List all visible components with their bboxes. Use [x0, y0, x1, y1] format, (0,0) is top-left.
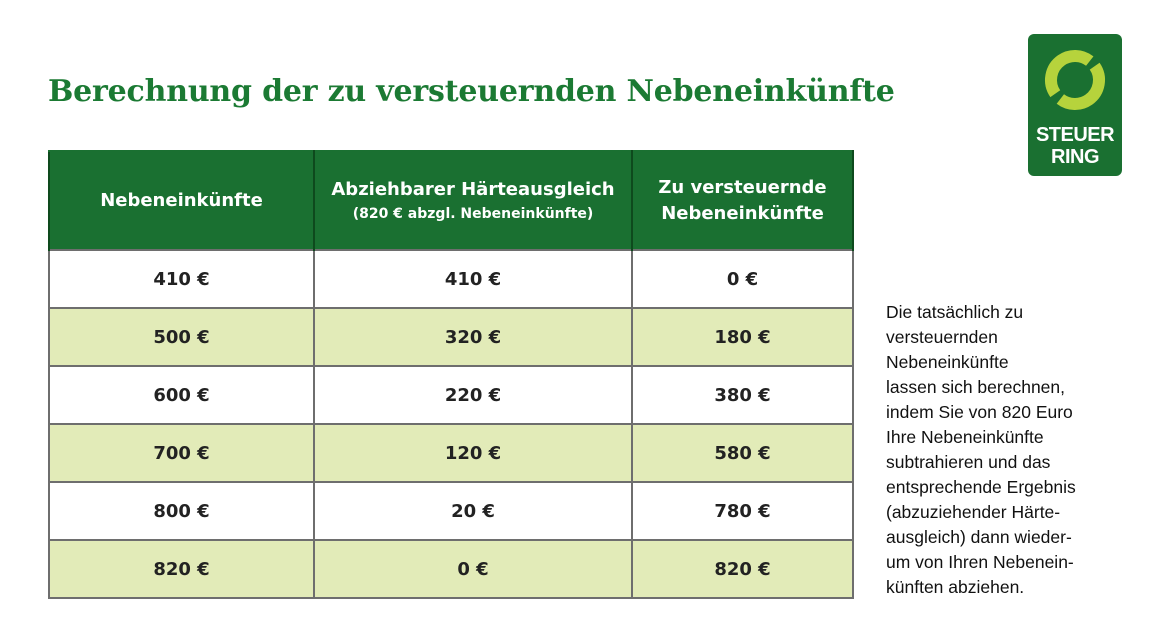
note-line: Die tatsächlich zu	[886, 302, 1024, 322]
table-row	[49, 308, 853, 366]
cell-zu-versteuernde: 820 €	[632, 540, 853, 598]
page-title: Berechnung der zu versteuernden Nebeneinkünfte	[48, 74, 895, 109]
table-header-row	[49, 151, 853, 250]
note-line: Nebeneinkünfte	[886, 352, 1009, 372]
cell-zu-versteuernde: 180 €	[632, 308, 853, 366]
logo-text-ring: RING	[1051, 146, 1099, 168]
cell-haerteausgleich: 410 €	[314, 250, 632, 308]
note-line: ausgleich) dann wieder-	[886, 527, 1072, 547]
note-line: lassen sich berechnen,	[886, 377, 1065, 397]
table-row	[49, 250, 853, 308]
note-line: subtrahieren und das	[886, 452, 1051, 472]
cell-zu-versteuernde: 580 €	[632, 424, 853, 482]
cell-haerteausgleich: 0 €	[314, 540, 632, 598]
cell-nebeneinkuenfte: 410 €	[49, 250, 314, 308]
cell-zu-versteuernde: 380 €	[632, 366, 853, 424]
note-line: versteuernden	[886, 327, 998, 347]
note-line: entsprechende Ergebnis	[886, 477, 1076, 497]
header-nebeneinkuenfte	[49, 151, 314, 250]
note-line: Ihre Nebeneinkünfte	[886, 427, 1044, 447]
cell-zu-versteuernde: 780 €	[632, 482, 853, 540]
steuerring-logo	[1028, 34, 1122, 176]
note-line: indem Sie von 820 Euro	[886, 402, 1073, 422]
header-label: Nebeneinkünfte	[661, 202, 824, 224]
note-line: (abzuziehender Härte-	[886, 502, 1061, 522]
explanation-note	[886, 300, 1136, 600]
cell-nebeneinkuenfte: 600 €	[49, 366, 314, 424]
note-line: künften abziehen.	[886, 577, 1025, 597]
table-row	[49, 366, 853, 424]
logo-text-steuer: STEUER	[1035, 124, 1115, 146]
cell-haerteausgleich: 20 €	[314, 482, 632, 540]
header-label: Nebeneinkünfte	[100, 189, 263, 211]
cell-nebeneinkuenfte: 800 €	[49, 482, 314, 540]
cell-nebeneinkuenfte: 700 €	[49, 424, 314, 482]
header-label: Abziehbarer Härteausgleich	[331, 178, 615, 200]
ring-icon	[1041, 46, 1109, 114]
table-row	[49, 482, 853, 540]
header-label: Zu versteuernde	[658, 176, 827, 198]
cell-haerteausgleich: 120 €	[314, 424, 632, 482]
cell-nebeneinkuenfte: 820 €	[49, 540, 314, 598]
calculation-table	[48, 150, 854, 599]
header-sublabel: (820 € abzgl. Nebeneinkünfte)	[352, 205, 594, 222]
cell-zu-versteuernde: 0 €	[632, 250, 853, 308]
header-haerteausgleich	[314, 151, 632, 250]
cell-nebeneinkuenfte: 500 €	[49, 308, 314, 366]
cell-haerteausgleich: 320 €	[314, 308, 632, 366]
header-zu-versteuernde	[632, 151, 853, 250]
note-line: um von Ihren Nebenein-	[886, 552, 1074, 572]
table-row	[49, 424, 853, 482]
cell-haerteausgleich: 220 €	[314, 366, 632, 424]
table-row	[49, 540, 853, 598]
